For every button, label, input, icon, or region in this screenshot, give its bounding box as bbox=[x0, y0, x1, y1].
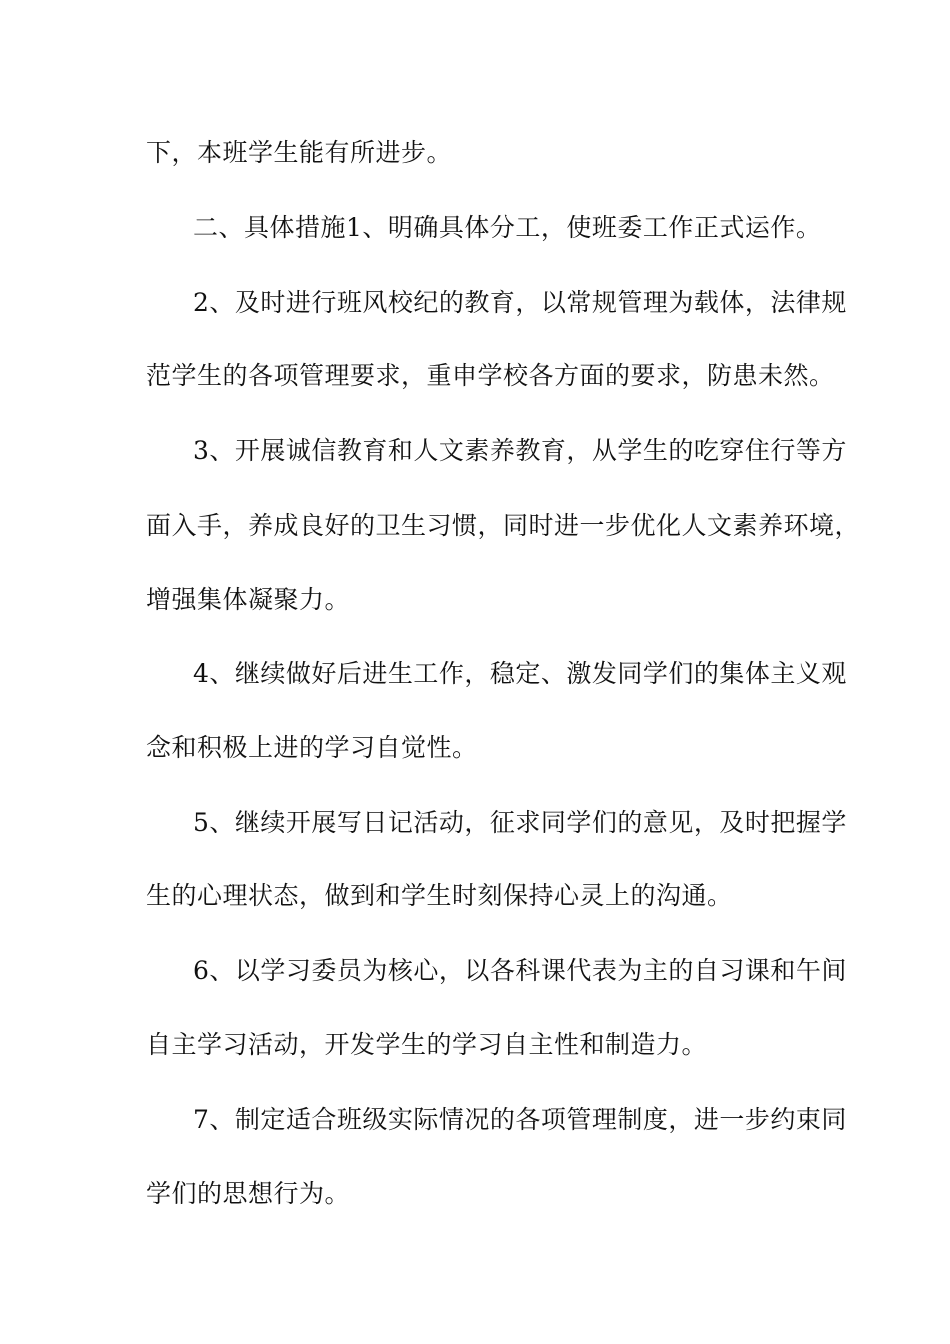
text-line: 4、继续做好后进生工作，稳定、激发同学们的集体主义观 bbox=[193, 659, 847, 688]
text-line: 3、开展诚信教育和人文素养教育，从学生的吃穿住行等方 bbox=[193, 436, 847, 465]
text-line: 自主学习活动，开发学生的学习自主性和制造力。 bbox=[146, 1030, 708, 1059]
text-line: 学们的思想行为。 bbox=[146, 1179, 351, 1208]
text-line: 范学生的各项管理要求，重申学校各方面的要求，防患未然。 bbox=[146, 361, 835, 390]
text-line: 二、具体措施1、明确具体分工，使班委工作正式运作。 bbox=[193, 213, 822, 242]
text-line: 下，本班学生能有所进步。 bbox=[146, 138, 453, 167]
text-line: 7、制定适合班级实际情况的各项管理制度，进一步约束同 bbox=[193, 1105, 847, 1134]
text-line: 生的心理状态，做到和学生时刻保持心灵上的沟通。 bbox=[146, 881, 733, 910]
text-line: 2、及时进行班风校纪的教育，以常规管理为载体，法律规 bbox=[193, 288, 847, 317]
text-line: 6、以学习委员为核心，以各科课代表为主的自习课和午间 bbox=[193, 956, 847, 985]
text-line: 念和积极上进的学习自觉性。 bbox=[146, 733, 478, 762]
text-line: 面入手，养成良好的卫生习惯，同时进一步优化人文素养环境， bbox=[146, 511, 861, 540]
text-line: 增强集体凝聚力。 bbox=[146, 585, 351, 614]
text-line: 5、继续开展写日记活动，征求同学们的意见，及时把握学 bbox=[193, 808, 847, 837]
